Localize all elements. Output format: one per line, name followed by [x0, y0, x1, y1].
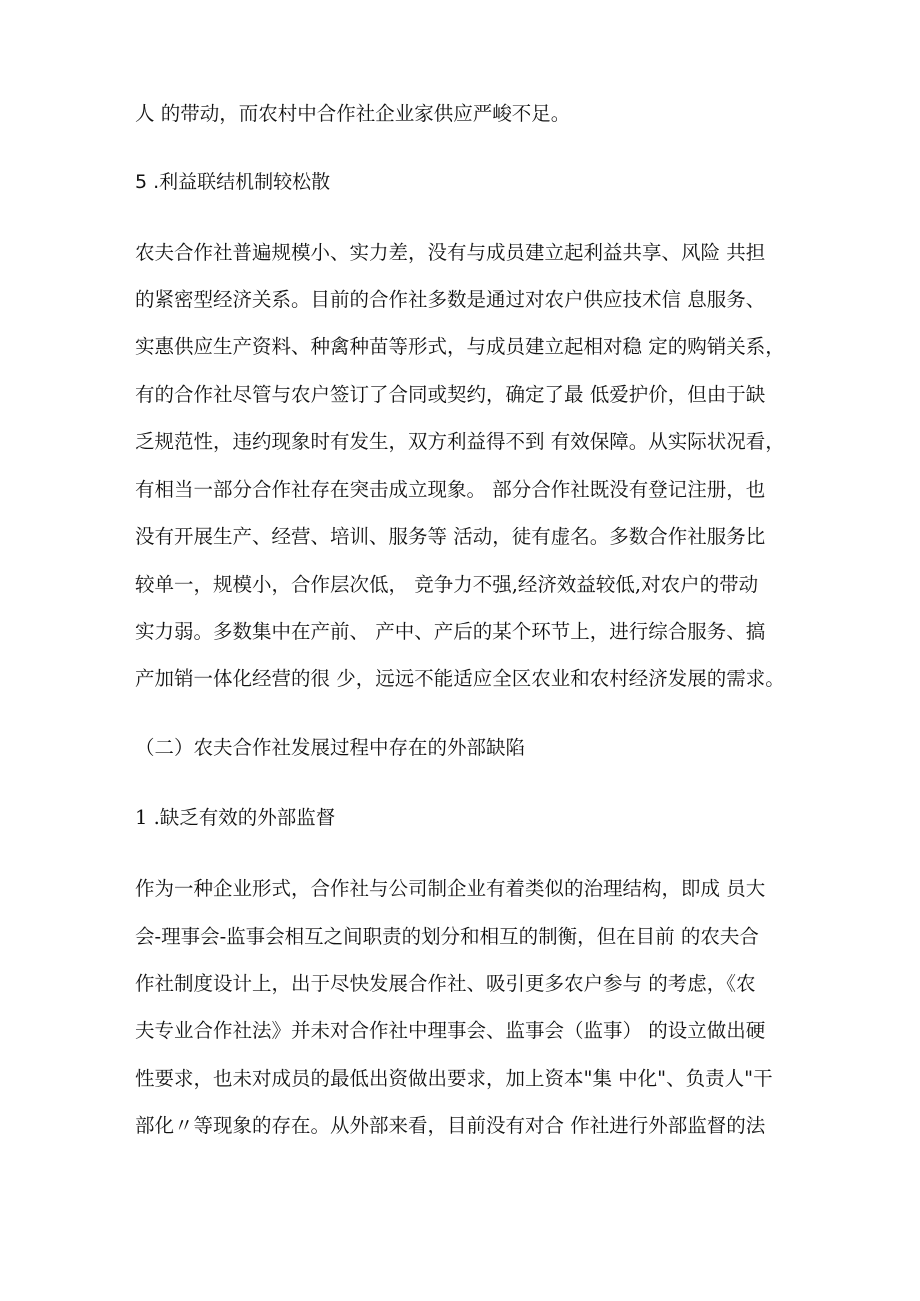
- paragraph-line: 人 的带动，而农村中合作社企业家供应严峻不足。: [135, 102, 571, 125]
- paragraph-line: 没有开展生产、经营、培训、服务等 活动，徒有虚名。多数合作社服务比: [135, 525, 766, 548]
- paragraph-line: 会-理事会-监事会相互之间职责的划分和相互的制衡，但在目前 的农夫合: [135, 925, 759, 948]
- paragraph-line: 夫专业合作社法》并未对合作社中理事会、监事会（监事） 的设立做出硬: [135, 1019, 766, 1042]
- paragraph-line: 性要求，也未对成员的最低出资做出要求，加上资本"集 中化"、负责人"干: [135, 1067, 773, 1090]
- paragraph-line: 作为一种企业形式，合作社与公司制企业有着类似的治理结构，即成 员大: [135, 877, 766, 900]
- paragraph-line: 农夫合作社普遍规模小、实力差，没有与成员建立起利益共享、风险 共担: [135, 241, 766, 264]
- paragraph-line: 较单一，规模小，合作层次低， 竞争力不强,经济效益较低,对农户的带动: [135, 573, 759, 596]
- heading-5: 5 .利益联结机制较松散: [135, 171, 331, 193]
- paragraph-line: 的紧密型经济关系。目前的合作社多数是通过对农户供应技术信 息服务、: [135, 288, 766, 311]
- paragraph-line: 有相当一部分合作社存在突击成立现象。 部分合作社既没有登记注册，也: [135, 478, 766, 501]
- paragraph-line: 部化〃等现象的存在。从外部来看，目前没有对合 作社进行外部监督的法: [135, 1114, 766, 1137]
- paragraph-line: 实惠供应生产资料、种禽种苗等形式，与成员建立起相对稳 定的购销关系，: [135, 335, 785, 358]
- paragraph-line: 有的合作社尽管与农户签订了合同或契约，确定了最 低爱护价，但由于缺: [135, 383, 766, 406]
- paragraph-line: 实力弱。多数集中在产前、 产中、产后的某个环节上，进行综合服务、搞: [135, 620, 766, 643]
- paragraph-line: 产加销一体化经营的很 少，远远不能适应全区农业和农村经济发展的需求。: [135, 667, 785, 690]
- paragraph-line: 作社制度设计上，出于尽快发展合作社、吸引更多农户参与 的考虑，《农: [135, 972, 756, 995]
- section-heading: （二）农夫合作社发展过程中存在的外部缺陷: [135, 736, 526, 759]
- paragraph-line: 乏规范性，违约现象时有发生，双方利益得不到 有效保障。从实际状况看，: [135, 430, 785, 453]
- heading-1: 1 .缺乏有效的外部监督: [135, 806, 336, 829]
